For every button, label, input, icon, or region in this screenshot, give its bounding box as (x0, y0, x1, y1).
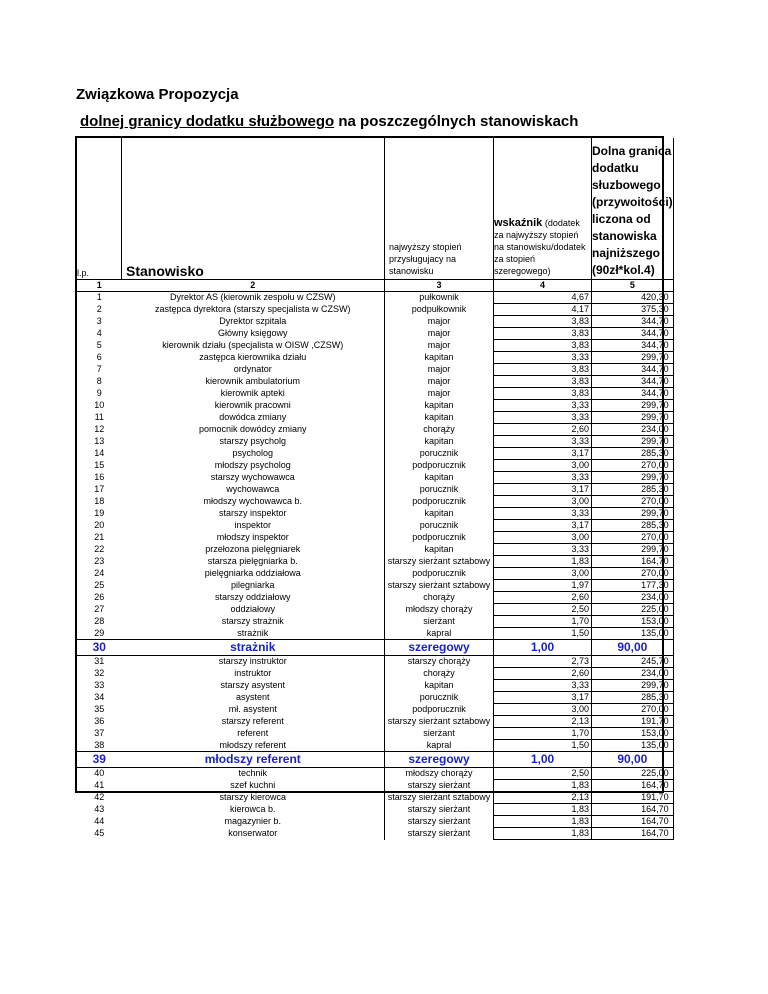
row-stopien: starszy sierżant (385, 804, 494, 816)
page-title: Związkowa Propozycja (76, 86, 239, 103)
table-row (77, 752, 673, 768)
row-dolna-granica: 164,70 (592, 816, 674, 828)
header-stopien: najwyższy stopień przysługujacy na stanowisku (385, 138, 494, 280)
row-stopien: starszy sierżant (385, 780, 494, 792)
row-stopien: kapitan (385, 544, 494, 556)
row-stanowisko: Dyrektor szpitala (122, 316, 385, 328)
row-stopien: major (385, 340, 494, 352)
row-stanowisko: starszy asystent (122, 680, 385, 692)
row-stopien: starszy sierżant (385, 816, 494, 828)
row-stopien: kapitan (385, 472, 494, 484)
row-number: 29 (94, 627, 105, 638)
row-stopien: kapitan (385, 680, 494, 692)
row-stanowisko: inspektor (122, 520, 385, 532)
table-row (77, 604, 673, 616)
row-wskaznik: 3,83 (494, 376, 592, 388)
table-row (77, 388, 673, 400)
row-stanowisko: ordynator (122, 364, 385, 376)
row-wskaznik: 3,33 (494, 400, 592, 412)
row-wskaznik: 3,00 (494, 460, 592, 472)
row-stopien: starszy chorąży (385, 656, 494, 668)
row-dolna-granica: 153,00 (592, 616, 674, 628)
row-number: 31 (94, 656, 105, 667)
column-numbers-row: 1 2 3 4 5 (77, 280, 673, 292)
table-row (77, 656, 673, 668)
row-wskaznik: 3,33 (494, 352, 592, 364)
row-dolna-granica: 234,00 (592, 424, 674, 436)
row-wskaznik: 2,13 (494, 792, 592, 804)
row-stopien: podporucznik (385, 496, 494, 508)
row-wskaznik: 3,33 (494, 544, 592, 556)
row-number: 8 (96, 376, 102, 386)
row-dolna-granica: 225,00 (592, 768, 674, 780)
row-dolna-granica: 164,70 (592, 780, 674, 792)
row-number: 41 (94, 780, 105, 790)
row-number: 36 (94, 716, 105, 726)
row-number: 25 (94, 580, 105, 590)
table-row (77, 768, 673, 780)
row-stanowisko: konserwator (122, 828, 385, 840)
table-header-row (77, 138, 673, 280)
row-dolna-granica: 135,00 (592, 740, 674, 752)
row-dolna-granica: 177,30 (592, 580, 674, 592)
row-dolna-granica: 344,70 (592, 388, 674, 400)
row-dolna-granica: 90,00 (592, 752, 674, 768)
table-row (77, 692, 673, 704)
row-number: 43 (94, 804, 105, 814)
row-wskaznik: 3,33 (494, 472, 592, 484)
table-row (77, 792, 673, 804)
row-wskaznik: 2,50 (494, 604, 592, 616)
row-stanowisko: starszy wychowawca (122, 472, 385, 484)
row-dolna-granica: 299,70 (592, 436, 674, 448)
row-number: 27 (94, 604, 105, 614)
row-stanowisko: młodszy wychowawca b. (122, 496, 385, 508)
table-row (77, 412, 673, 424)
row-stopien: kapral (385, 740, 494, 752)
row-stopien: kapitan (385, 508, 494, 520)
row-wskaznik: 1,00 (494, 752, 592, 768)
row-number: 32 (94, 668, 105, 678)
row-number: 35 (94, 704, 105, 714)
row-stanowisko: młodszy inspektor (122, 532, 385, 544)
row-stanowisko: starsza pielęgniarka b. (122, 556, 385, 568)
row-number: 1 (96, 292, 102, 303)
row-dolna-granica: 90,00 (592, 640, 674, 656)
row-stanowisko: zastępca dyrektora (starszy specjalista w CZSW) (122, 304, 385, 316)
row-dolna-granica: 153,00 (592, 728, 674, 740)
table-row (77, 556, 673, 568)
row-stanowisko: Dyrektor AS (kierownik zespołu w CZSW) (122, 292, 385, 304)
row-wskaznik: 3,17 (494, 448, 592, 460)
table-row (77, 640, 673, 656)
row-stopien: szeregowy (385, 752, 494, 768)
row-number: 34 (94, 692, 105, 702)
table-row (77, 448, 673, 460)
row-stanowisko: przełozona pielęgniarek (122, 544, 385, 556)
row-wskaznik: 2,60 (494, 592, 592, 604)
table-row (77, 616, 673, 628)
table-row (77, 436, 673, 448)
row-stanowisko: dowódca zmiany (122, 412, 385, 424)
row-number: 16 (94, 472, 105, 482)
row-stopien: kapitan (385, 352, 494, 364)
table-row (77, 668, 673, 680)
row-number: 13 (94, 436, 105, 446)
row-stanowisko: instruktor (122, 668, 385, 680)
row-dolna-granica: 344,70 (592, 364, 674, 376)
row-stanowisko: strażnik (122, 640, 385, 656)
row-wskaznik: 3,83 (494, 328, 592, 340)
allowance-table (77, 138, 674, 840)
row-stanowisko: młodszy referent (122, 740, 385, 752)
row-wskaznik: 3,33 (494, 508, 592, 520)
row-dolna-granica: 344,70 (592, 340, 674, 352)
row-stopien: młodszy chorąży (385, 604, 494, 616)
row-wskaznik: 3,33 (494, 412, 592, 424)
table-row (77, 580, 673, 592)
row-stopien: major (385, 328, 494, 340)
row-number: 18 (94, 496, 105, 506)
row-stanowisko: kierownik ambulatorium (122, 376, 385, 388)
row-number: 40 (94, 768, 105, 779)
row-dolna-granica: 245,70 (592, 656, 674, 668)
row-wskaznik: 2,50 (494, 768, 592, 780)
row-dolna-granica: 234,00 (592, 592, 674, 604)
table-row (77, 740, 673, 752)
row-wskaznik: 3,33 (494, 680, 592, 692)
row-dolna-granica: 270,00 (592, 704, 674, 716)
row-wskaznik: 1,83 (494, 804, 592, 816)
table-row (77, 292, 673, 304)
row-stopien: pułkownik (385, 292, 494, 304)
row-number: 42 (94, 792, 105, 802)
row-stopien: podporucznik (385, 704, 494, 716)
row-stanowisko: starszy instruktor (122, 656, 385, 668)
row-number: 26 (94, 592, 105, 602)
row-dolna-granica: 299,70 (592, 508, 674, 520)
row-wskaznik: 2,60 (494, 668, 592, 680)
row-stopien: major (385, 376, 494, 388)
row-wskaznik: 1,83 (494, 556, 592, 568)
row-stanowisko: kierowca b. (122, 804, 385, 816)
table-row (77, 680, 673, 692)
row-stanowisko: młodszy referent (122, 752, 385, 768)
row-stopien: szeregowy (385, 640, 494, 656)
row-dolna-granica: 270,00 (592, 496, 674, 508)
row-wskaznik: 4,67 (494, 292, 592, 304)
row-stopien: podpułkownik (385, 304, 494, 316)
row-dolna-granica: 285,30 (592, 692, 674, 704)
row-dolna-granica: 270,00 (592, 460, 674, 472)
row-number: 15 (94, 460, 105, 470)
row-wskaznik: 3,83 (494, 388, 592, 400)
row-number: 17 (94, 484, 105, 494)
row-stanowisko: strażnik (122, 628, 385, 640)
row-stopien: podporucznik (385, 568, 494, 580)
row-dolna-granica: 285,30 (592, 484, 674, 496)
row-number: 5 (96, 340, 102, 350)
row-number: 44 (94, 816, 105, 826)
row-stanowisko: wychowawca (122, 484, 385, 496)
row-wskaznik: 2,73 (494, 656, 592, 668)
subtitle-underlined: dolnej granicy dodatku służbowego (80, 113, 335, 130)
table-row (77, 628, 673, 640)
row-stopien: starszy sierżant sztabowy (385, 716, 494, 728)
row-wskaznik: 1,97 (494, 580, 592, 592)
table-row (77, 828, 673, 840)
row-stopien: major (385, 364, 494, 376)
row-wskaznik: 1,83 (494, 780, 592, 792)
row-stopien: porucznik (385, 520, 494, 532)
row-stanowisko: mł. asystent (122, 704, 385, 716)
row-number: 22 (94, 544, 105, 554)
row-number: 20 (94, 520, 105, 530)
row-dolna-granica: 164,70 (592, 828, 674, 840)
row-dolna-granica: 344,70 (592, 316, 674, 328)
table-row (77, 328, 673, 340)
row-number: 24 (94, 568, 105, 578)
row-wskaznik: 3,00 (494, 568, 592, 580)
table-row (77, 704, 673, 716)
row-stopien: chorąży (385, 592, 494, 604)
table-row (77, 780, 673, 792)
row-dolna-granica: 299,70 (592, 472, 674, 484)
row-number: 45 (94, 828, 105, 838)
table-row (77, 316, 673, 328)
row-dolna-granica: 234,00 (592, 668, 674, 680)
row-stopien: chorąży (385, 668, 494, 680)
table-row (77, 376, 673, 388)
row-stanowisko: zastępca kierownika działu (122, 352, 385, 364)
row-stopien: porucznik (385, 692, 494, 704)
row-wskaznik: 3,83 (494, 364, 592, 376)
row-number: 10 (94, 400, 105, 410)
row-stanowisko: starszy inspektor (122, 508, 385, 520)
row-wskaznik: 1,70 (494, 616, 592, 628)
row-wskaznik: 3,00 (494, 532, 592, 544)
header-dolna-granica: Dolna granica dodatku słuzbowego (przywoitości) liczona od stanowiska najniższego (90zł*kol.4) (592, 138, 674, 280)
row-number: 28 (94, 616, 105, 626)
row-stopien: starszy sierżant sztabowy (385, 556, 494, 568)
subtitle-rest: na poszczególnych stanowiskach (334, 113, 579, 130)
row-stopien: starszy sierżant sztabowy (385, 792, 494, 804)
row-dolna-granica: 191,70 (592, 716, 674, 728)
row-stanowisko: starszy strażnik (122, 616, 385, 628)
table-row (77, 424, 673, 436)
row-wskaznik: 2,60 (494, 424, 592, 436)
table-row (77, 340, 673, 352)
row-dolna-granica: 299,70 (592, 412, 674, 424)
row-stanowisko: starszy kierowca (122, 792, 385, 804)
row-stopien: sierżant (385, 616, 494, 628)
row-stanowisko: technik (122, 768, 385, 780)
row-stopien: kapitan (385, 400, 494, 412)
table-row (77, 804, 673, 816)
table-row (77, 532, 673, 544)
row-stopien: starszy sierżant sztabowy (385, 580, 494, 592)
row-dolna-granica: 299,70 (592, 680, 674, 692)
row-stopien: major (385, 388, 494, 400)
table-row (77, 520, 673, 532)
table-row (77, 304, 673, 316)
row-number: 33 (94, 680, 105, 690)
row-stopien: kapitan (385, 436, 494, 448)
row-dolna-granica: 270,00 (592, 568, 674, 580)
table-row (77, 716, 673, 728)
table-row (77, 592, 673, 604)
row-wskaznik: 2,13 (494, 716, 592, 728)
row-stanowisko: kierownik apteki (122, 388, 385, 400)
row-number: 12 (94, 424, 105, 434)
row-stanowisko: pomocnik dowódcy zmiany (122, 424, 385, 436)
row-stopien: kapral (385, 628, 494, 640)
table-row (77, 816, 673, 828)
table-row (77, 496, 673, 508)
row-wskaznik: 3,17 (494, 692, 592, 704)
table-row (77, 472, 673, 484)
row-dolna-granica: 344,70 (592, 376, 674, 388)
row-dolna-granica: 344,70 (592, 328, 674, 340)
row-stanowisko: starszy referent (122, 716, 385, 728)
row-stanowisko: referent (122, 728, 385, 740)
row-dolna-granica: 191,70 (592, 792, 674, 804)
table-row (77, 352, 673, 364)
row-dolna-granica: 285,30 (592, 448, 674, 460)
table-row (77, 400, 673, 412)
row-dolna-granica: 285,30 (592, 520, 674, 532)
row-stanowisko: kierownik działu (specjalista w OISW ,CZSW) (122, 340, 385, 352)
row-stopien: major (385, 316, 494, 328)
row-stanowisko: psycholog (122, 448, 385, 460)
row-stopien: starszy sierżant (385, 828, 494, 840)
header-stanowisko: Stanowisko (122, 138, 385, 280)
row-wskaznik: 3,17 (494, 520, 592, 532)
row-number: 38 (94, 739, 105, 750)
row-stanowisko: szef kuchni (122, 780, 385, 792)
table-row (77, 460, 673, 472)
row-stopien: podporucznik (385, 460, 494, 472)
row-number: 2 (96, 304, 102, 314)
table-row (77, 544, 673, 556)
row-stopien: młodszy chorąży (385, 768, 494, 780)
row-number: 3 (96, 316, 102, 326)
header-lp: l.p. (77, 138, 122, 280)
row-stanowisko: Główny księgowy (122, 328, 385, 340)
header-wskaznik: wskaźnik (dodatek za najwyższy stopień na stanowisku/dodatek za stopień szeregowego) (494, 138, 592, 280)
row-wskaznik: 3,00 (494, 496, 592, 508)
row-number: 7 (96, 364, 102, 374)
row-dolna-granica: 164,70 (592, 804, 674, 816)
row-dolna-granica: 270,00 (592, 532, 674, 544)
row-dolna-granica: 420,30 (592, 292, 674, 304)
row-number: 39 (77, 752, 122, 768)
row-wskaznik: 1,83 (494, 816, 592, 828)
row-stanowisko: starszy psycholg (122, 436, 385, 448)
table-row (77, 484, 673, 496)
table-row (77, 568, 673, 580)
row-stopien: porucznik (385, 484, 494, 496)
row-wskaznik: 1,70 (494, 728, 592, 740)
row-wskaznik: 1,50 (494, 740, 592, 752)
row-stanowisko: oddziałowy (122, 604, 385, 616)
row-dolna-granica: 299,70 (592, 544, 674, 556)
row-stopien: sierżant (385, 728, 494, 740)
row-stopien: porucznik (385, 448, 494, 460)
row-number: 4 (96, 328, 102, 338)
page-subtitle (80, 113, 578, 130)
row-number: 9 (96, 388, 102, 398)
table-row (77, 508, 673, 520)
row-stopien: chorąży (385, 424, 494, 436)
row-number: 19 (94, 508, 105, 518)
row-stanowisko: starszy oddziałowy (122, 592, 385, 604)
table-row (77, 364, 673, 376)
row-stanowisko: pielęgniarka oddziałowa (122, 568, 385, 580)
row-dolna-granica: 299,70 (592, 352, 674, 364)
table-row (77, 728, 673, 740)
row-stopien: kapitan (385, 412, 494, 424)
row-stanowisko: młodszy psycholog (122, 460, 385, 472)
row-wskaznik: 3,83 (494, 340, 592, 352)
row-stanowisko: asystent (122, 692, 385, 704)
row-number: 30 (77, 640, 122, 656)
row-dolna-granica: 164,70 (592, 556, 674, 568)
row-number: 37 (94, 728, 105, 738)
row-dolna-granica: 135,00 (592, 628, 674, 640)
row-stanowisko: pilegniarka (122, 580, 385, 592)
row-dolna-granica: 225,00 (592, 604, 674, 616)
row-stopien: podporucznik (385, 532, 494, 544)
row-wskaznik: 1,00 (494, 640, 592, 656)
row-wskaznik: 3,00 (494, 704, 592, 716)
row-number: 23 (94, 556, 105, 566)
row-dolna-granica: 375,30 (592, 304, 674, 316)
row-number: 6 (96, 352, 102, 362)
row-number: 11 (94, 412, 104, 422)
row-wskaznik: 1,50 (494, 628, 592, 640)
row-wskaznik: 3,83 (494, 316, 592, 328)
row-wskaznik: 1,83 (494, 828, 592, 840)
row-wskaznik: 3,33 (494, 436, 592, 448)
row-number: 14 (94, 448, 105, 458)
row-number: 21 (94, 532, 105, 542)
row-wskaznik: 3,17 (494, 484, 592, 496)
row-stanowisko: kierownik pracowni (122, 400, 385, 412)
row-dolna-granica: 299,70 (592, 400, 674, 412)
row-stanowisko: magazynier b. (122, 816, 385, 828)
row-wskaznik: 4,17 (494, 304, 592, 316)
